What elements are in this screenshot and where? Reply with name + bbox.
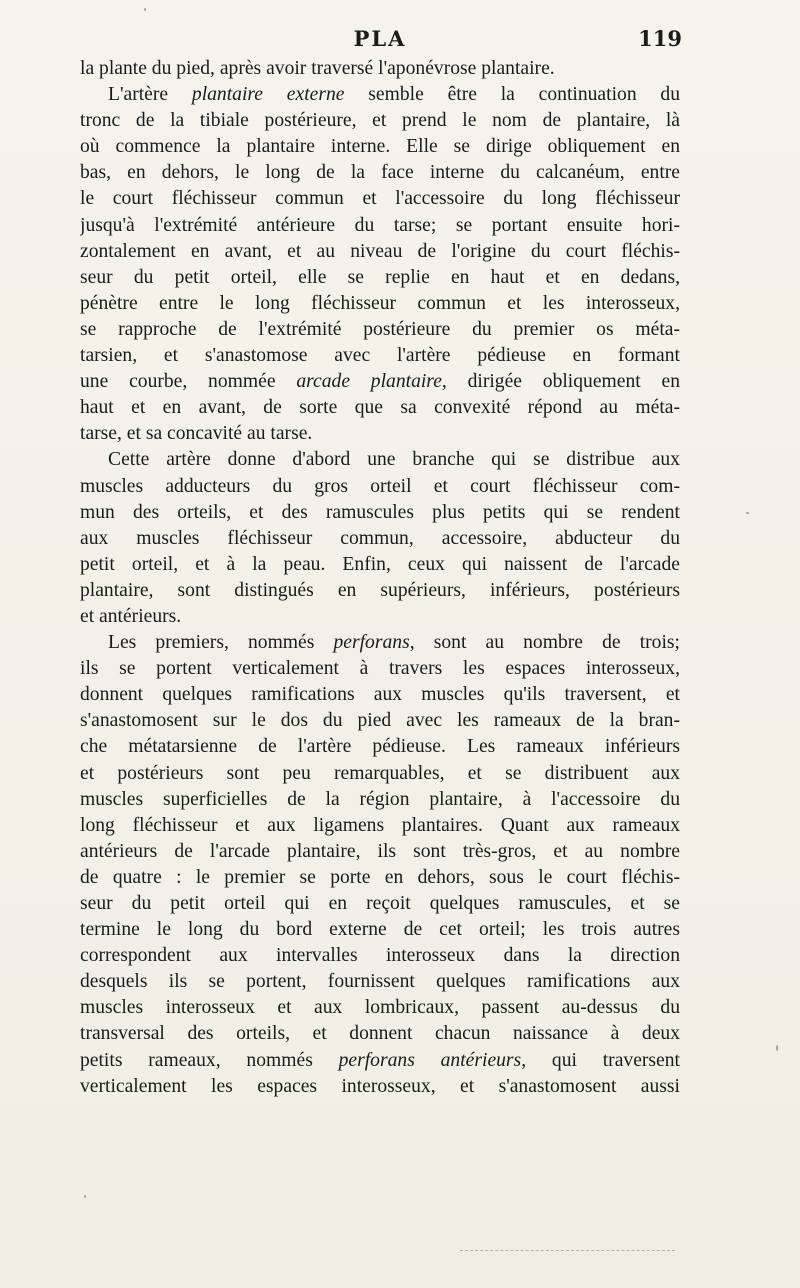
text-line	[80, 1048, 680, 1074]
text-run: semble être la continuation du	[344, 84, 680, 106]
text-line: long fléchisseur et aux ligamens plantaires. Quant aux rameaux	[80, 814, 680, 836]
text-run: petits rameaux, nommés	[80, 1049, 339, 1071]
italic-term: perforans antérieurs	[338, 1049, 522, 1071]
text-line: muscles superficielles de la région plantaire, à l'accessoire du	[80, 788, 680, 810]
paper-speck	[746, 512, 749, 514]
text-line: s'anastomosent sur le dos du pied avec les rameaux de la bran-	[80, 710, 680, 732]
text-line: bas, en dehors, le long de la face interne du calcanéum, entre	[80, 162, 680, 184]
paper-speck	[84, 1195, 86, 1198]
text-line: et postérieurs sont peu remarquables, et se distribuent aux	[80, 762, 680, 784]
text-line	[80, 630, 680, 656]
text-line: le court fléchisseur commun et l'accessoire du long fléchisseur	[80, 188, 680, 210]
italic-term: arcade plantaire	[296, 371, 442, 393]
text-line: termine le long du bord externe de cet orteil; les trois autres	[80, 919, 680, 941]
text-line: haut et en avant, de sorte que sa convexité répond au méta-	[80, 397, 680, 419]
text-line: mun des orteils, et des ramuscules plus petits qui se rendent	[80, 501, 680, 523]
text-line: petit orteil, et à la peau. Enfin, ceux qui naissent de l'arcade	[80, 553, 680, 575]
text-line: muscles interosseux et aux lombricaux, passent au-dessus du	[80, 997, 680, 1019]
text-line: desquels ils se portent, fournissent quelques ramifications aux	[80, 971, 680, 993]
text-run: L'artère	[108, 84, 192, 106]
text-line: où commence la plantaire interne. Elle se dirige obliquement en	[80, 136, 680, 158]
page-number: 119	[638, 26, 682, 51]
text-line: de quatre : le premier se porte en dehors, sous le court fléchis-	[80, 866, 680, 888]
text-run: une courbe, nommée	[80, 371, 297, 393]
text-run: , sont au nombre de trois;	[409, 632, 680, 654]
text-line: muscles adducteurs du gros orteil et court fléchisseur com-	[80, 475, 680, 497]
paper-speck	[776, 1045, 778, 1051]
text-line: che métatarsienne de l'artère pédieuse. Les rameaux inférieurs	[80, 736, 680, 758]
running-head: PLA	[353, 26, 407, 51]
text-line: donnent quelques ramifications aux muscles qu'ils traversent, et	[80, 684, 680, 706]
text-line: se rapproche de l'extrémité postérieure du premier os méta-	[80, 318, 680, 340]
text-line: antérieurs de l'arcade plantaire, ils sont très-gros, et au nombre	[80, 840, 680, 862]
paper-speck	[144, 8, 146, 11]
text-line: tarsien, et s'anastomose avec l'artère pédieuse en formant	[80, 345, 680, 367]
body-text	[80, 56, 680, 1100]
text-line: seur du petit orteil qui en reçoit quelques ramuscules, et se	[80, 893, 680, 914]
text-line: aux muscles fléchisseur commun, accessoire, abducteur du	[80, 527, 680, 549]
text-line: tronc de la tibiale postérieure, et prend le nom de plantaire, là	[80, 110, 680, 132]
text-line: Cette artère donne d'abord une branche qui se distribue aux	[108, 449, 680, 471]
text-line: verticalement les espaces interosseux, et s'anastomosent aussi	[80, 1075, 680, 1097]
text-run: Les premiers, nommés	[108, 632, 334, 654]
italic-term: perforans	[333, 632, 410, 654]
text-line: et antérieurs.	[80, 605, 182, 627]
text-line: seur du petit orteil, elle se replie en haut et en dedans,	[80, 266, 680, 288]
italic-term: plantaire externe	[191, 84, 345, 106]
text-line: plantaire, sont distingués en supérieurs, inférieurs, postérieurs	[80, 579, 680, 601]
text-line: transversal des orteils, et donnent chacun naissance à deux	[80, 1023, 680, 1045]
text-run: , qui traversent	[521, 1049, 680, 1071]
text-line: tarse, et sa concavité au tarse.	[80, 423, 313, 445]
text-line: ils se portent verticalement à travers les espaces interosseux,	[80, 658, 680, 680]
text-run: , dirigée obliquement en	[441, 371, 680, 393]
text-line: zontalement en avant, et au niveau de l'origine du court fléchis-	[80, 240, 680, 262]
text-line	[80, 82, 680, 108]
text-line	[80, 369, 680, 395]
text-line: jusqu'à l'extrémité antérieure du tarse; se portant ensuite hori-	[80, 214, 680, 236]
text-line: correspondent aux intervalles interosseux dans la direction	[80, 945, 680, 967]
text-line: la plante du pied, après avoir traversé l'aponévrose plantaire.	[80, 58, 555, 79]
text-line: pénètre entre le long fléchisseur commun et les interosseux,	[80, 292, 680, 314]
bottom-rule	[460, 1250, 675, 1252]
